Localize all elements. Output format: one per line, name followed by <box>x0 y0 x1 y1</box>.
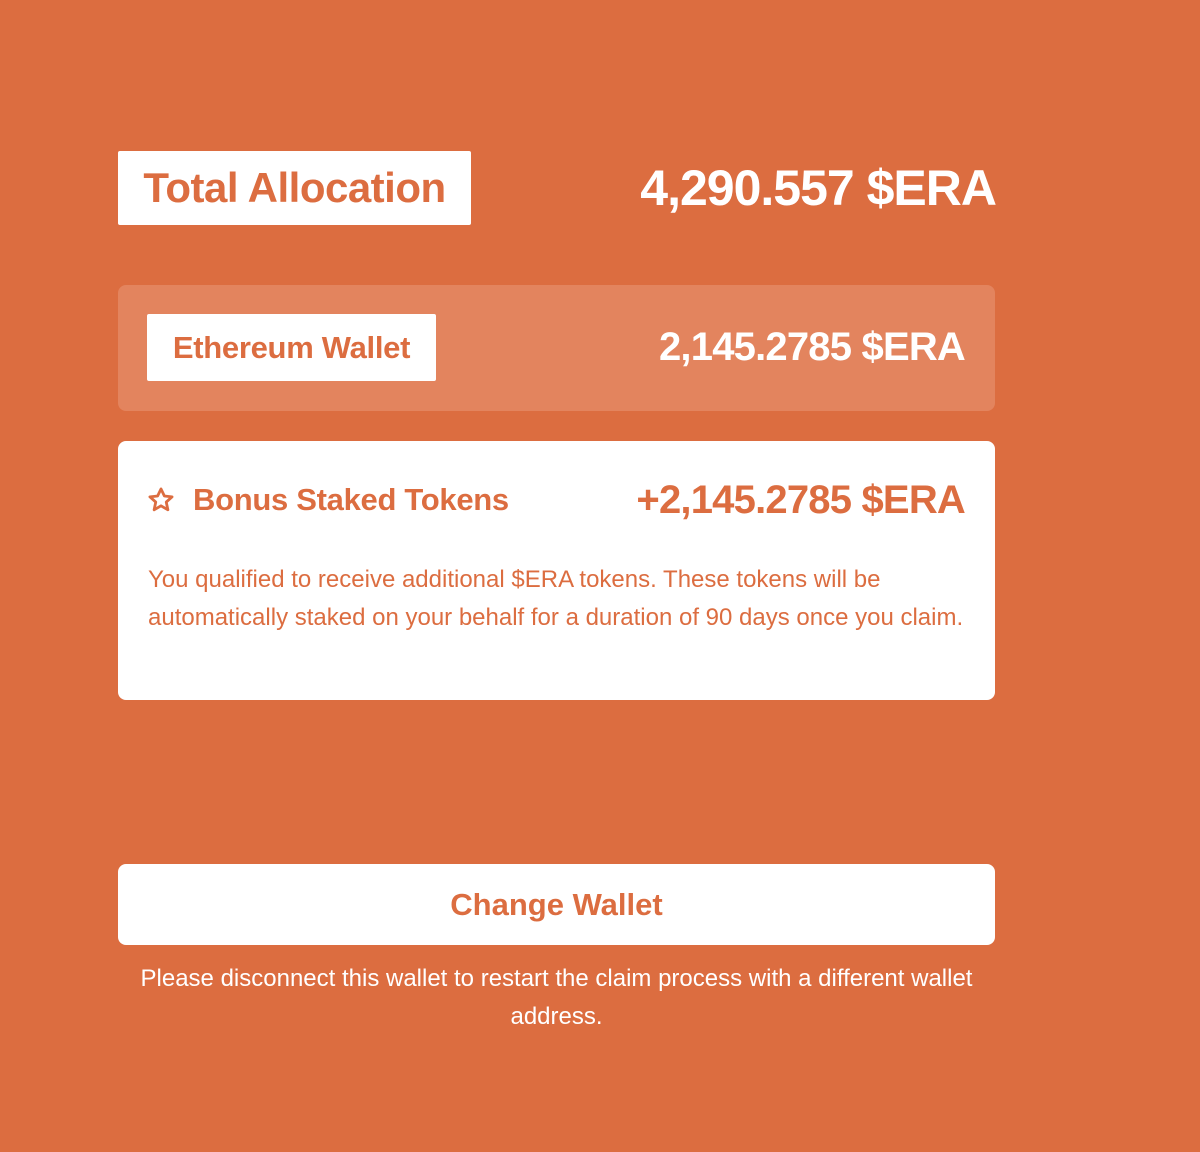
bonus-staked-header <box>147 475 509 525</box>
total-allocation-label <box>118 151 471 225</box>
star-icon <box>147 486 175 514</box>
bonus-staked-description: You qualified to receive additional $ERA tokens. These tokens will be automatically staked on your behalf for a duration of 90 days once you claim. <box>148 566 964 631</box>
change-wallet-button[interactable]: Change Wallet <box>118 864 995 945</box>
bonus-staked-card <box>118 441 995 700</box>
total-allocation-value: 4,290.557 $ERA <box>640 160 996 216</box>
ethereum-wallet-value: 2,145.2785 $ERA <box>658 325 965 369</box>
change-wallet-note: Please disconnect this wallet to restart the claim process with a different wallet address. <box>140 965 973 1030</box>
ethereum-wallet-card <box>118 285 995 411</box>
total-allocation-label-text: Total Allocation <box>143 164 446 211</box>
bonus-staked-label: Bonus Staked Tokens <box>193 482 509 517</box>
ethereum-wallet-label-text: Ethereum Wallet <box>172 329 411 365</box>
bonus-staked-value: +2,145.2785 $ERA <box>636 477 965 522</box>
ethereum-wallet-label <box>147 314 436 381</box>
